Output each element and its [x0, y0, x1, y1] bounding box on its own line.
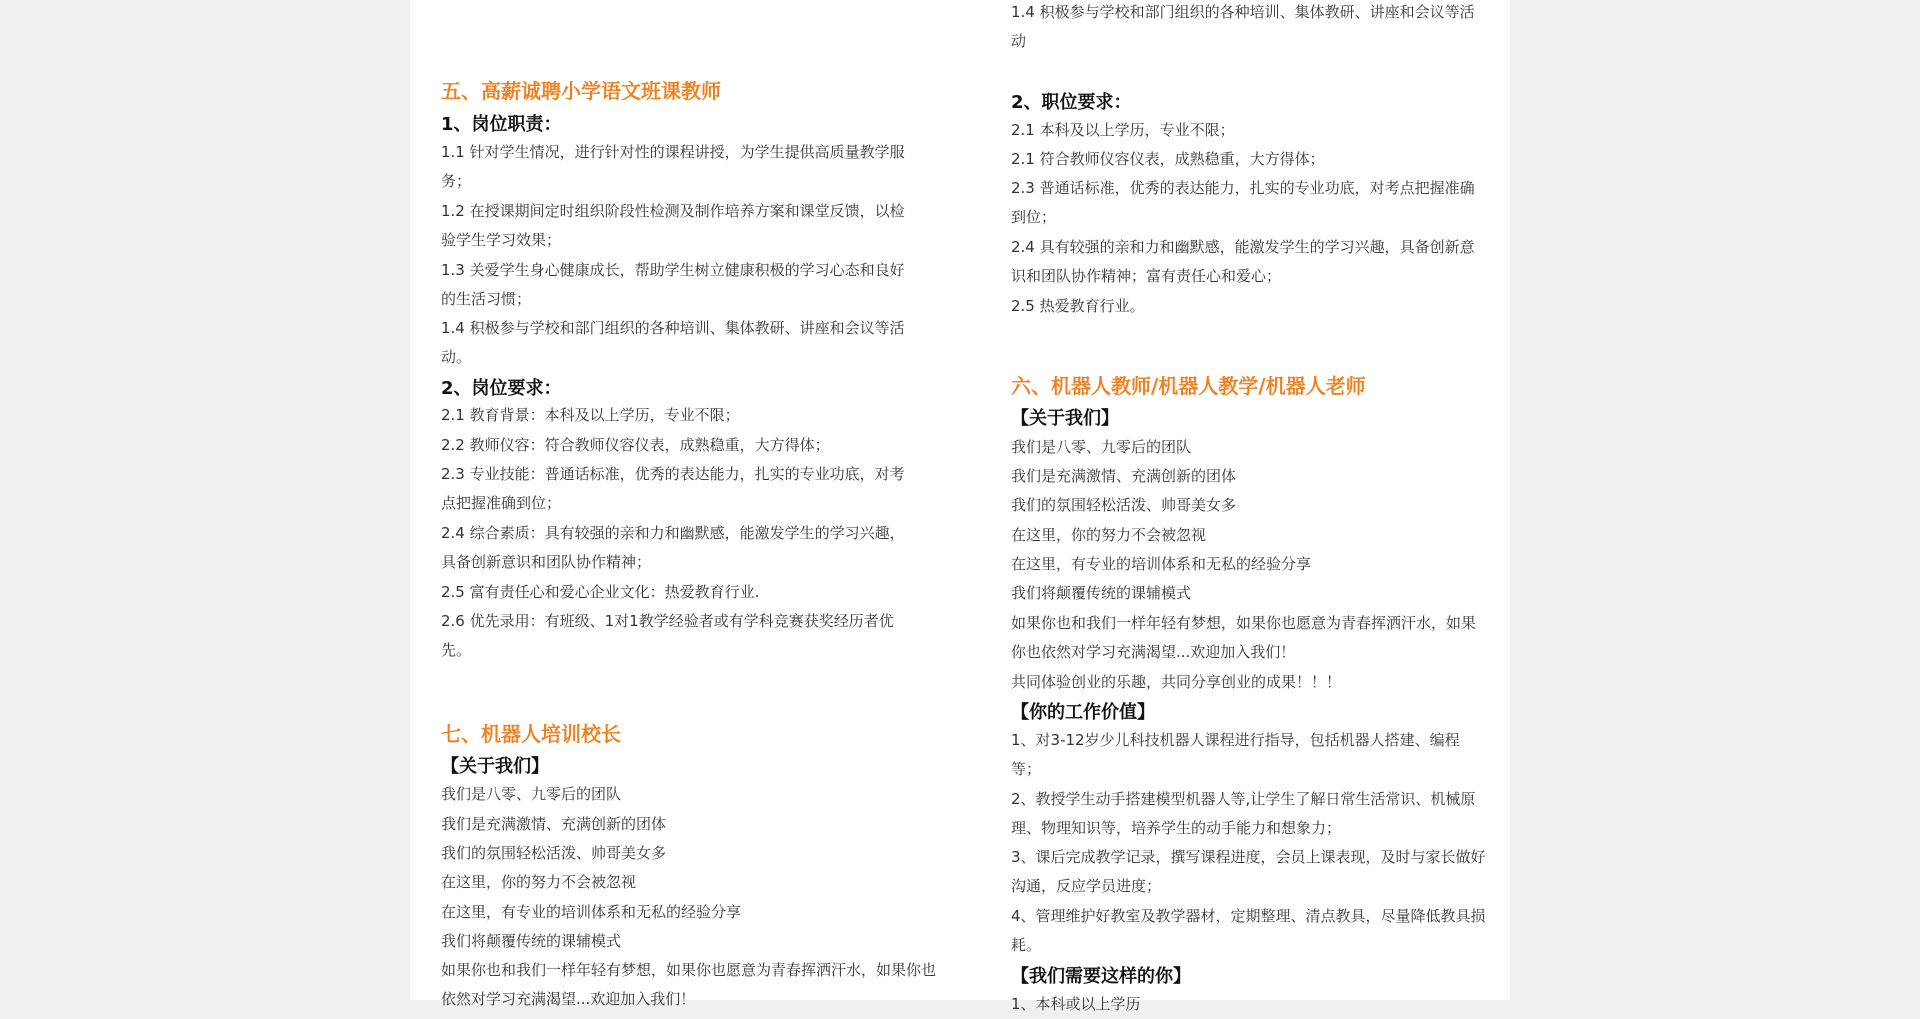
- requirement-item: 2.3 专业技能：普通话标准，优秀的表达能力，扎实的专业功底，对考点把握准确到位；: [441, 465, 905, 512]
- duty-item: 1.4 积极参与学校和部门组织的各种培训、集体教研、讲座和会议等活动: [1011, 3, 1475, 50]
- requirement-item: 2.4 综合素质：具有较强的亲和力和幽默感，能激发学生的学习兴趣，具备创新意识和团队协作精神；: [441, 524, 905, 571]
- value-item: 2、教授学生动手搭建模型机器人等,让学生了解日常生活常识、机械原理、物理知识等，培养学生的动手能力和想象力；: [1011, 790, 1476, 837]
- about-item: 在这里，你的努力不会被忽视: [1011, 526, 1207, 544]
- about-item: 如果你也和我们一样年轻有梦想，如果你也愿意为青春挥洒汗水，如果你也依然对学习充满渴望...欢迎加入我们！: [441, 961, 937, 1008]
- duty-item: 1.1 针对学生情况，进行针对性的课程讲授，为学生提供高质量教学服务；: [441, 143, 905, 190]
- section6-value-heading: 【你的工作价值】: [1011, 702, 1155, 723]
- about-item: 在这里，有专业的培训体系和无私的经验分享: [441, 903, 742, 921]
- about-item: 如果你也和我们一样年轻有梦想，如果你也愿意为青春挥洒汗水，如果你也依然对学习充满渴望...欢迎加入我们！: [1011, 614, 1477, 661]
- requirement-item: 2.5 富有责任心和爱心企业文化：热爱教育行业.: [441, 583, 760, 601]
- requirement-item: 2.2 教师仪容：符合教师仪容仪表，成熟稳重，大方得体；: [441, 436, 830, 454]
- section7-about-heading: 【关于我们】: [441, 756, 549, 777]
- about-item: 我们的氛围轻松活泼、帅哥美女多: [441, 844, 667, 862]
- about-item: 我们的氛围轻松活泼、帅哥美女多: [1011, 496, 1237, 514]
- section7-title: 七、机器人培训校长: [441, 722, 621, 746]
- requirement-item: 2.5 热爱教育行业。: [1011, 297, 1145, 315]
- about-item: 我们是八零、九零后的团队: [441, 785, 622, 803]
- about-item: 在这里，有专业的培训体系和无私的经验分享: [1011, 555, 1312, 573]
- duty-item: 1.4 积极参与学校和部门组织的各种培训、集体教研、讲座和会议等活动。: [441, 319, 905, 366]
- about-item: 我们是充满激情、充满创新的团体: [1011, 467, 1237, 485]
- document-page: [410, 0, 1510, 1013]
- requirement-item: 2.4 具有较强的亲和力和幽默感，能激发学生的学习兴趣，具备创新意识和团队协作精神；富有责任心和爱心；: [1011, 238, 1475, 285]
- need-item: 1、本科或以上学历: [1011, 995, 1141, 1013]
- requirement-item: 2.1 本科及以上学历，专业不限；: [1011, 121, 1235, 139]
- duty-item: 1.2 在授课期间定时组织阶段性检测及制作培养方案和课堂反馈，以检验学生学习效果；: [441, 202, 905, 249]
- about-item: 我们是八零、九零后的团队: [1011, 438, 1192, 456]
- section5-title: 五、高薪诚聘小学语文班课教师: [441, 79, 721, 103]
- section6-title: 六、机器人教师/机器人教学/机器人老师: [1011, 374, 1366, 398]
- about-item: 我们将颠覆传统的课辅模式: [1011, 584, 1192, 602]
- requirement-item: 2.1 符合教师仪容仪表，成熟稳重，大方得体；: [1011, 150, 1325, 168]
- requirement-item: 2.6 优先录用：有班级、1对1教学经验者或有学科竞赛获奖经历者优先。: [441, 612, 894, 659]
- about-item: 我们是充满激情、充满创新的团体: [441, 815, 667, 833]
- requirement-item: 2.1 教育背景：本科及以上学历，专业不限；: [441, 406, 740, 424]
- duty-item: 1.3 关爱学生身心健康成长，帮助学生树立健康积极的学习心态和良好的生活习惯；: [441, 261, 905, 308]
- requirements-heading: 2、职位要求：: [1011, 92, 1132, 113]
- value-item: 4、管理维护好教室及教学器材，定期整理、清点教具，尽量降低教具损耗。: [1011, 907, 1486, 954]
- about-item: 我们将颠覆传统的课辅模式: [441, 932, 622, 950]
- section6-need-heading: 【我们需要这样的你】: [1011, 966, 1191, 987]
- requirement-item: 2.3 普通话标准，优秀的表达能力，扎实的专业功底，对考点把握准确到位；: [1011, 179, 1475, 226]
- section6-about-heading: 【关于我们】: [1011, 408, 1119, 429]
- section5-duties-heading: 1、岗位职责：: [441, 114, 562, 135]
- about-item: 在这里，你的努力不会被忽视: [441, 873, 637, 891]
- about-item: 共同体验创业的乐趣，共同分享创业的成果！！！: [1011, 673, 1342, 691]
- value-item: 1、对3-12岁少儿科技机器人课程进行指导，包括机器人搭建、编程等；: [1011, 731, 1460, 778]
- value-item: 3、课后完成教学记录，撰写课程进度，会员上课表现，及时与家长做好沟通，反应学员进度；: [1011, 848, 1486, 895]
- section5-requirements-heading: 2、岗位要求：: [441, 378, 562, 399]
